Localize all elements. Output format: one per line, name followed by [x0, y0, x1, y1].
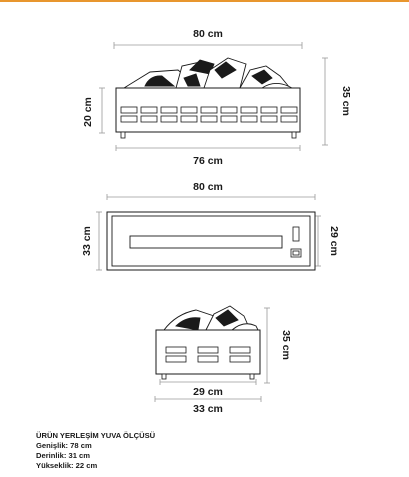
side-logs [164, 306, 258, 330]
top-view [81, 181, 340, 270]
front-width-label: 80 cm [193, 28, 223, 40]
front-foot-right [292, 132, 296, 138]
top-width-label: 80 cm [193, 181, 223, 193]
niche-width: Genişlik: 78 cm [36, 441, 92, 450]
top-outer-frame [107, 212, 315, 270]
top-depth-left-label: 33 cm [81, 226, 93, 256]
front-height-left-label: 20 cm [82, 97, 94, 127]
side-foot-right [250, 374, 254, 379]
side-height-label: 35 cm [280, 330, 292, 360]
side-body [156, 330, 260, 374]
front-base-width-label: 76 cm [193, 155, 223, 167]
side-outer-width-label: 33 cm [193, 403, 223, 415]
front-logs [124, 58, 292, 88]
side-inner-width-label: 29 cm [193, 386, 223, 398]
side-foot-left [162, 374, 166, 379]
side-view [155, 306, 292, 415]
front-foot-left [121, 132, 125, 138]
niche-dimensions-notes [36, 431, 155, 471]
front-view [82, 28, 352, 167]
front-body [116, 88, 300, 132]
niche-heading: ÜRÜN YERLEŞİM YUVA ÖLÇÜSÜ [36, 431, 156, 440]
front-height-right-label: 35 cm [340, 86, 352, 116]
top-depth-right-label: 29 cm [328, 226, 340, 256]
niche-height: Yükseklik: 22 cm [36, 461, 98, 470]
niche-depth: Derinlik: 31 cm [36, 451, 91, 460]
